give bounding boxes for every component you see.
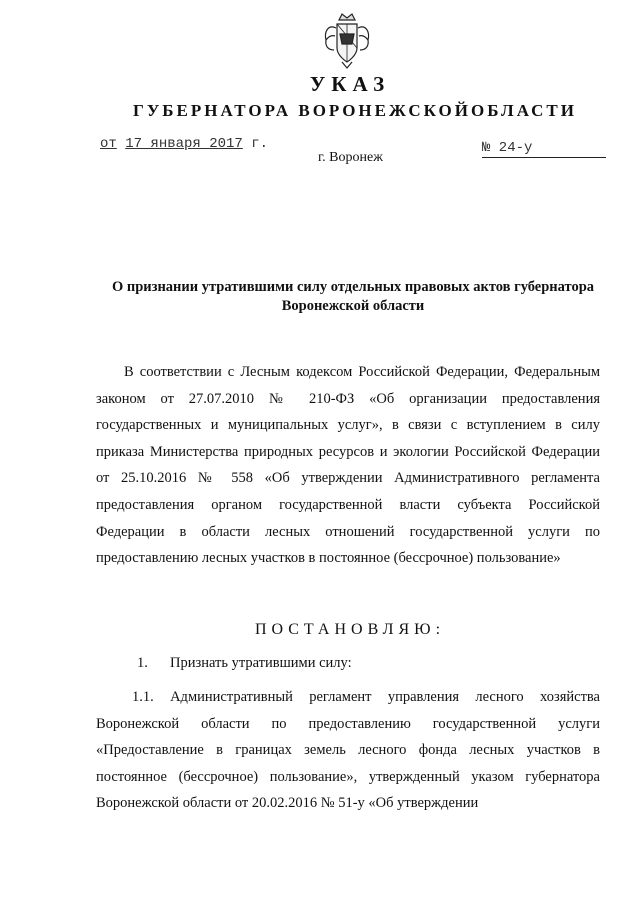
item-1-1-paragraph (96, 684, 600, 817)
date-prefix: от (100, 136, 117, 152)
date-value: 17 января 2017 (125, 136, 243, 152)
city-label: г. Воронеж (318, 150, 383, 165)
decree-heading: О признании утратившими силу отдельных правовых актов губернатора Воронежской области (111, 279, 595, 314)
item-1-text: Признать утратившими силу: (170, 655, 352, 671)
document-type-title: УКАЗ (309, 72, 391, 96)
coat-of-arms-icon (322, 10, 372, 70)
decree-number: № 24-у (482, 140, 606, 158)
preamble-text: В соответствии с Лесным кодексом Российской Федерации, Федеральным законом от 27.07.2010 № 210-ФЗ «Об организации предоставления государственных и муниципальных услуг», в связи с вступлением в силу приказа Министерства природных ресурсов и экологии Российской Федерации от 25.10.2016 № 558 «Об утверждении Административного регламента предоставления органом государственной власти субъекта Российской Федерации в области лесных отношений государственной услуги по предоставлению лесных участков в постоянное (бессрочное) пользование» (96, 364, 600, 567)
item-1 (137, 655, 352, 672)
item-1-1-text: 1.1. Административный регламент управления лесного хозяйства Воронежской области по предоставлению государственной услуги «Предоставление в границах земель лесного фонда лесных участков в постоянное (бессрочное) пользование», утвержденный указом губернатора Воронежской области от 20.02.2016 № 51-у «Об утверждении (96, 689, 600, 812)
preamble-paragraph (96, 359, 600, 572)
item-1-number: 1. (137, 655, 148, 671)
decree-operative-word: ПОСТАНОВЛЯЮ: (254, 621, 446, 638)
issuer-title: ГУБЕРНАТОРА ВОРОНЕЖСКОЙОБЛАСТИ (133, 101, 577, 120)
decree-date (100, 136, 268, 152)
date-suffix: г. (251, 136, 269, 152)
